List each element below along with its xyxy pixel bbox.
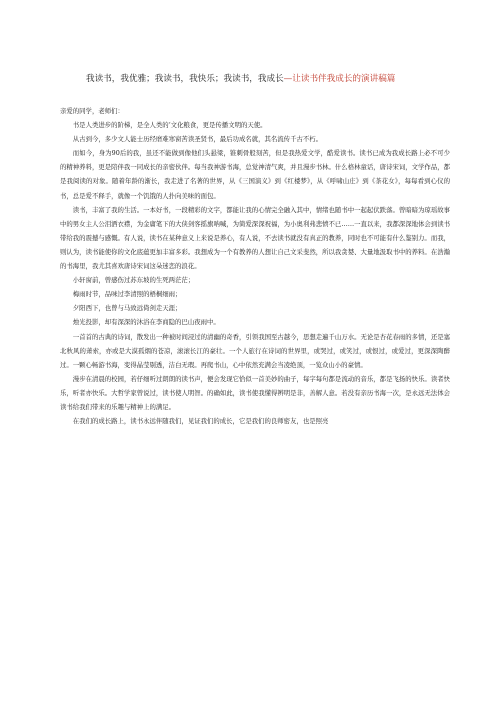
paragraph: 漫步在清晨的校园，若仔细听过朗朗的读书声，便会发现它恰似一首美妙的曲子，每字每句都是流动的音乐，都是飞扬的快乐。读者快乐，听者亦快乐。大哲学家曾说过，读书使人明智。的确如此，读书使我懂得辨明是非，善解人意。若没有亲历书海一次，是永远无法体会读书给我们带来的乐趣与精神上的满足。 <box>60 374 450 411</box>
paragraph: 读书，丰富了我的生活。一本好书，一段精彩的文字，都能让我的心情完全融入其中，情绪也随书中一起起伏跌落。曾暗暗为琼瑶故事中的男女主人公泪洒衣襟，为金庸笔下的大侠剑客摇旗呐喊，为简爱深深祝福，为小奥利弗悲愤不已……一直以来，我都深深地体会到读书带给我的震撼与感慨。有人说，读书在某种意义上来说是养心，有人说，不去读书就没有真正的教养，同时也不可能有什么鉴别力。而我，则认为，读书能使你的文化底蕴更加丰富多彩。我想成为一个有教养的人想让自己文采斐然，所以我贪婪、大量地汲取书中的养料。在浩瀚的书海里，我尤其喜欢唐诗宋词这朵迷恋的浪花。 <box>60 205 450 271</box>
poem-line: 梅雨时节，品味过李清照的梧桐细雨； <box>72 290 182 299</box>
title-main: 我读书，我优雅；我读书，我快乐；我读书，我成长 <box>86 74 284 84</box>
paragraph: 从古到今，多少文人能士历经磨难寒窗苦读圣贤书，最后功成名就，其名流传千古不朽。 <box>72 135 323 144</box>
title-accent: —让读书伴我成长的演讲稿篇 <box>283 74 396 84</box>
document-title <box>86 73 426 85</box>
poem-line: 夕阳西下，也曾与马致远倚剑走天涯； <box>72 304 182 313</box>
paragraph: 在我们的成长路上，读书永远伴随我们，见证我们的成长，它是我们的良师密友，也是照亮 <box>72 417 329 426</box>
document-body <box>60 104 450 428</box>
paragraph: 而如今，身为90后的我，虽还不能做到像他们头悬梁，锥刺骨般刻苦，但是我热爱文学，酷爱读书。读书已成为我成长路上必不可少的精神养料，更是陪伴我一同成长的亲密伙伴。每当我神游书海，总觉神清气爽，并且漫步书林。什么格林童话，唐诗宋词，文学作品，都是我阅读的对象。随着年龄的渐长，我走进了名著的世界，从《三国演义》到《红楼梦》，从《呼啸山庄》到《茶花女》，每每看到心仪的书，总是爱不释手，就像一个饥饿的人扑向美味的面包。 <box>60 149 450 200</box>
paragraph: 书是人类进步的阶梯，是全人类的‘文化粮食，更是传播文明的天使。 <box>72 121 267 130</box>
poem-line: 烛光投影，却有深深的沐浴在李商隐的巴山夜雨中。 <box>72 318 220 327</box>
poem-line: 小轩窗前，曾感伤过苏东坡的生死两茫茫； <box>72 276 195 285</box>
paragraph: 一首首的古典的诗词，散发出一种被时间浸过的清幽的奇香，引领我国至古越今，思想走遍千山万水。无论是杏花春雨的多情，还是塞北秋风的萧索，亦或是大漠孤烟的苍凉，滚滚长江的豪壮。一个人旅行在诗词的世界里，或哭过，或笑过，或恨过，或爱过，更深深陶醉过。一颗心畅游书海，变得晶莹剔透，洁白无瑕。再爬书山，心中依然充满会当凌绝顶，一览众山小的豪情。 <box>60 332 450 369</box>
greeting: 亲爱的同学，老师们： <box>60 107 124 115</box>
